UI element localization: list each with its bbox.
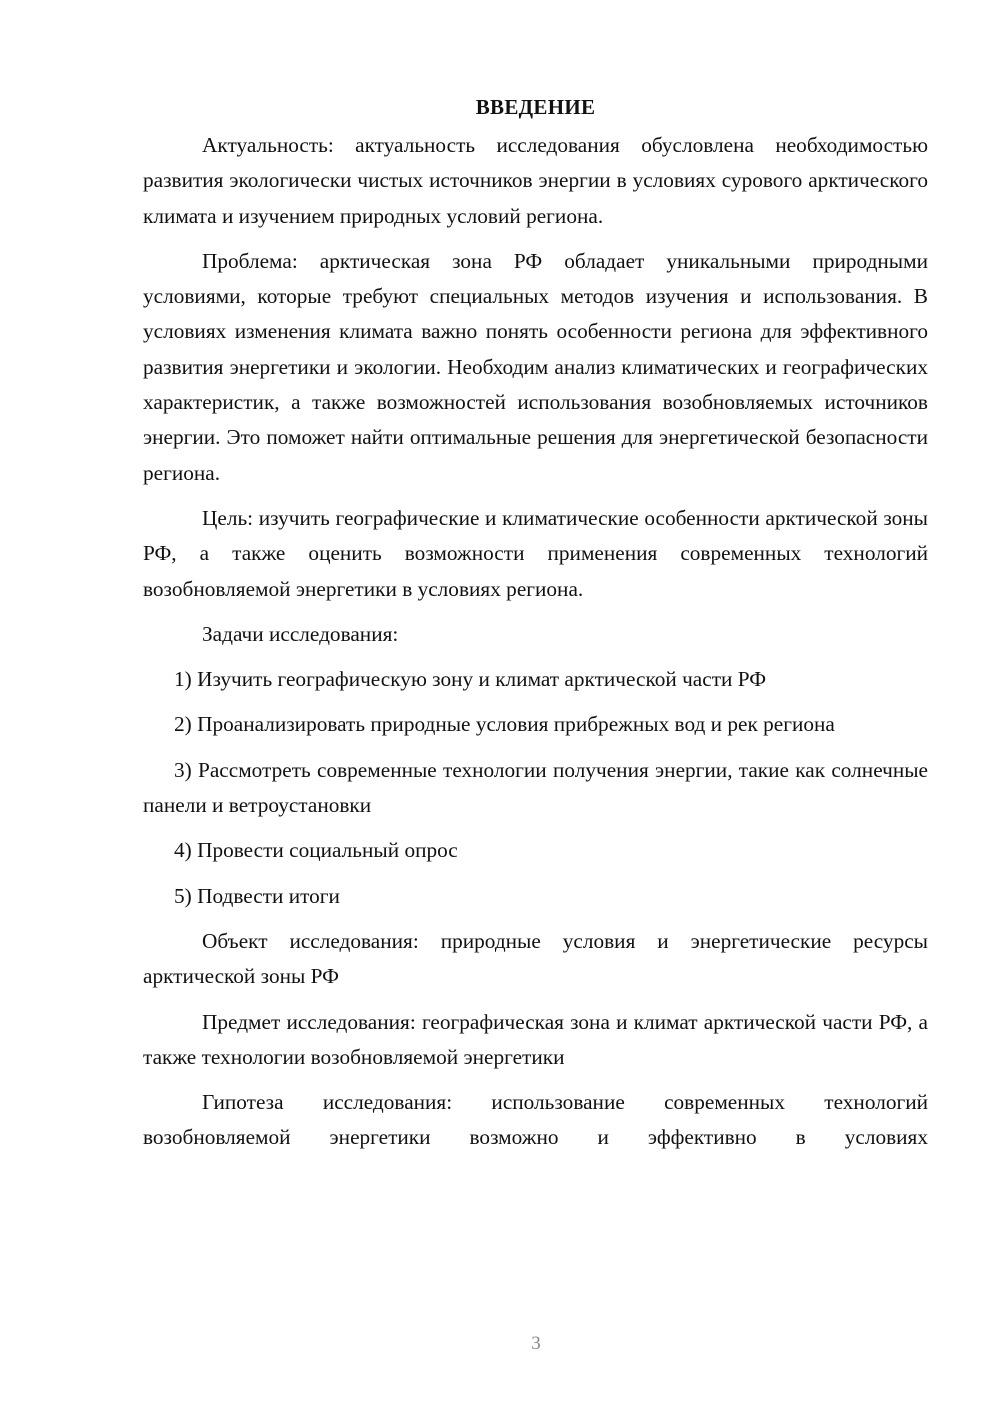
problem-paragraph: Проблема: арктическая зона РФ обладает уникальными природными условиями, которые требуют специальных методов изучения и использования. В условиях изменения климата важно понять особенности региона для эффективного развития энергетики и экологии. Необходим анализ климатических и географических характеристик, а также возможностей использования возобновляемых источников энергии. Это поможет найти оптимальные решения для энергетической безопасности региона. — [143, 248, 928, 485]
page-title: ВВЕДЕНИЕ — [475, 95, 596, 119]
task-item-5: 5) Подвести итоги — [174, 883, 340, 908]
tasks-heading: Задачи исследования: — [202, 621, 399, 646]
task-item-2: 2) Проанализировать природные условия прибрежных вод и рек региона — [174, 712, 835, 737]
subject-paragraph: Предмет исследования: географическая зона и климат арктической части РФ, а также технологии возобновляемой энергетики — [143, 1009, 928, 1069]
document-page — [143, 92, 928, 1156]
hypothesis-paragraph: Гипотеза исследования: использование современных технологий возобновляемой энергетики возможно и эффективно в условиях — [143, 1090, 928, 1150]
object-paragraph: Объект исследования: природные условия и энергетические ресурсы арктической зоны РФ — [143, 928, 928, 989]
task-item-1: 1) Изучить географическую зону и климат арктической части РФ — [174, 667, 767, 692]
task-item-3: 3) Рассмотреть современные технологии получения энергии, такие как солнечные панели и ветроустановки — [143, 757, 928, 818]
page-number: 3 — [531, 1333, 541, 1354]
goal-paragraph: Цель: изучить географические и климатические особенности арктической зоны РФ, а также оценить возможности применения современных технологий возобновляемой энергетики в условиях региона. — [143, 505, 928, 601]
relevance-paragraph: Актуальность: актуальность исследования обусловлена необходимостью развития экологически чистых источников энергии в условиях сурового арктического климата и изучением природных условий региона. — [143, 133, 928, 228]
task-item-4: 4) Провести социальный опрос — [174, 838, 458, 863]
